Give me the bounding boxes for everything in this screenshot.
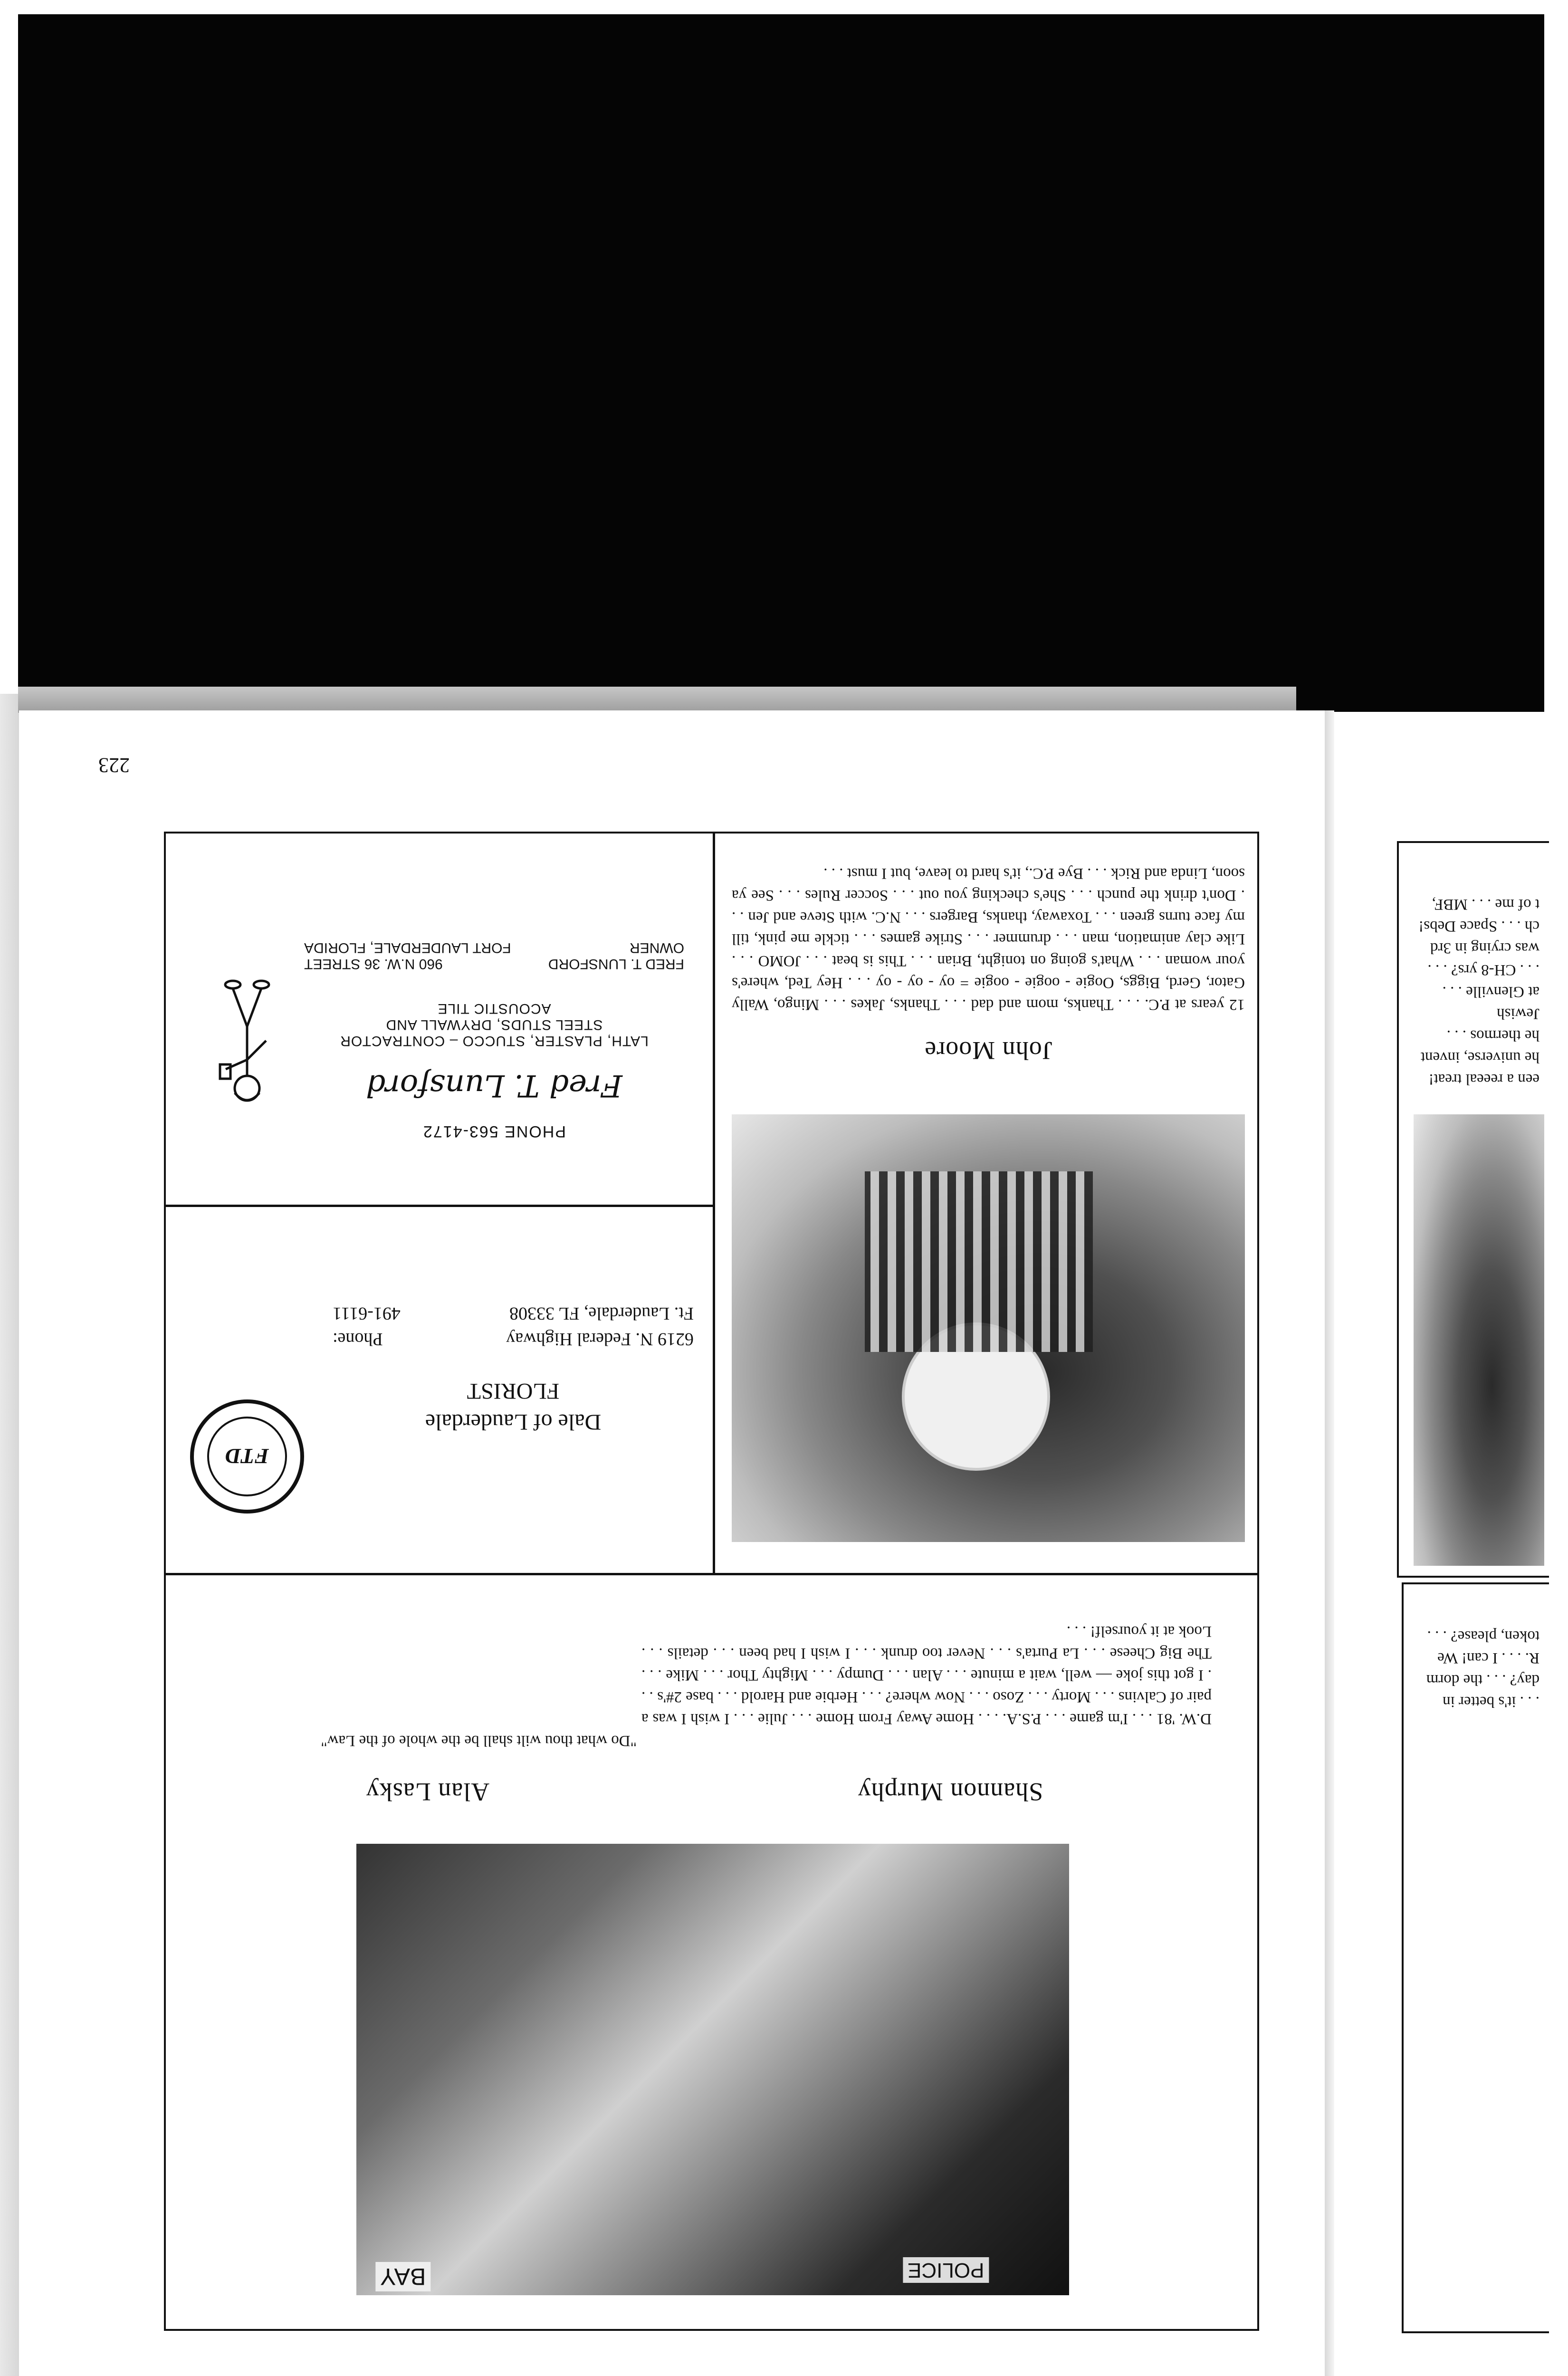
contractor-street: 960 N.W. 36 STREET (304, 956, 443, 972)
contractor-city: FORT LAUDERDALE, FLORIDA (304, 940, 511, 956)
florist-address: 6219 N. Federal Highway (506, 1329, 694, 1349)
photo-sign-bay: BAY (375, 2262, 430, 2291)
ftd-seal-text: FTD (207, 1417, 287, 1496)
florist-city: Ft. Lauderdale, FL 33308 (509, 1303, 694, 1323)
senior-photo-john-moore (732, 1114, 1245, 1542)
dark-background (18, 14, 1544, 712)
contractor-line-2: STEEL STUDS, DRYWALL AND (385, 1017, 603, 1033)
contractor-owner-name: FRED T. LUNSFORD (548, 956, 684, 972)
next-page-photo (1414, 1114, 1544, 1566)
contractor-phone: PHONE 563-4172 (422, 1122, 566, 1140)
senior-quote-alan-lasky: "Do what thou wilt shall be the whole of the Law" (321, 1732, 637, 1749)
senior-name-alan-lasky: Alan Lasky (365, 1778, 490, 1806)
plasterer-cartoon-icon (219, 974, 276, 1107)
page-spine (1325, 710, 1334, 2376)
senior-name-john-moore: John Moore (924, 1036, 1052, 1065)
senior-name-shannon-murphy: Shannon Murphy (857, 1778, 1043, 1806)
florist-phone-label: Phone: (333, 1329, 383, 1349)
next-page-text-top: een a reeeal treat! he universe, invent he thermos . . . Jewish at Glenville . . . . . . CH-8 yrs? . . . was crying in 3rd ch . . . Space Debs! t of me . . . MBF, (1418, 896, 1539, 1088)
book-top-edge (18, 687, 1296, 713)
florist-text-block (333, 1255, 694, 1435)
contractor-signature: Fred T. Lunsford (366, 1068, 622, 1103)
contractor-line-1: LATH, PLASTER, STUCCO – CONTRACTOR (340, 1033, 649, 1049)
contractor-text-block (304, 893, 684, 1140)
contractor-owner-title: OWNER (630, 940, 684, 956)
senior-quote-john-moore: 12 years at P.C. . . . Thanks, mom and dad . . . Thanks, Jakes . . . Mingo, Wally Gator, Gerd, Biggs, Oogie - oogie - oogie = oy - oy - oy . . . Hey Ted, where's your woman . . . What's going on tonight, Brian . . . This is beat . . . JOMO . . . Like clay animation, man . . . drummer . . . Strike games . . . tickle me pink, till my face turns green . . . Toxaway, thanks, Bargers . . . N.C. with Steve and Jen . . . Don't drink the punch . . . She's checking you out . . . Soccer Rules . . . See ya soon, Linda and Rick . . . Bye P.C., it's hard to leave, but I must . . . (732, 865, 1245, 1013)
senior-quote-shannon-murphy: D.W. '81 . . . I'm game . . . P.S.A. . . . Home Away From Home . . . Julie . . . I wish I was a pair of Calvins . . . Morty . . . Zoso . . . Now where? . . . Herbie and Harold . . . base 2#'s . . . I got this joke — well, wait a minute . . . Alan . . . Dumpy . . . Mighty Thor . . . Mike . . . The Big Cheese . . . La Purta's . . . Never too drunk . . . I wish I had been . . . details . . . Look at it yourself! . . . (641, 1623, 1212, 1727)
next-page-text-bottom: . . . it's better in day? . . . the dorm R. . . . I can! We token, please? . . . (1426, 1628, 1539, 1710)
senior-photo-murphy-lasky (356, 1844, 1069, 2295)
page-number: 223 (98, 754, 130, 777)
photo-sign-police: POLICE (903, 2257, 989, 2283)
florist-phone: 491-6111 (333, 1303, 401, 1323)
florist-name: Dale of Lauderdale (425, 1409, 602, 1435)
florist-type: FLORIST (467, 1379, 560, 1404)
ftd-seal-icon (190, 1399, 304, 1514)
contractor-line-3: ACOUSTIC TILE (437, 1001, 551, 1016)
